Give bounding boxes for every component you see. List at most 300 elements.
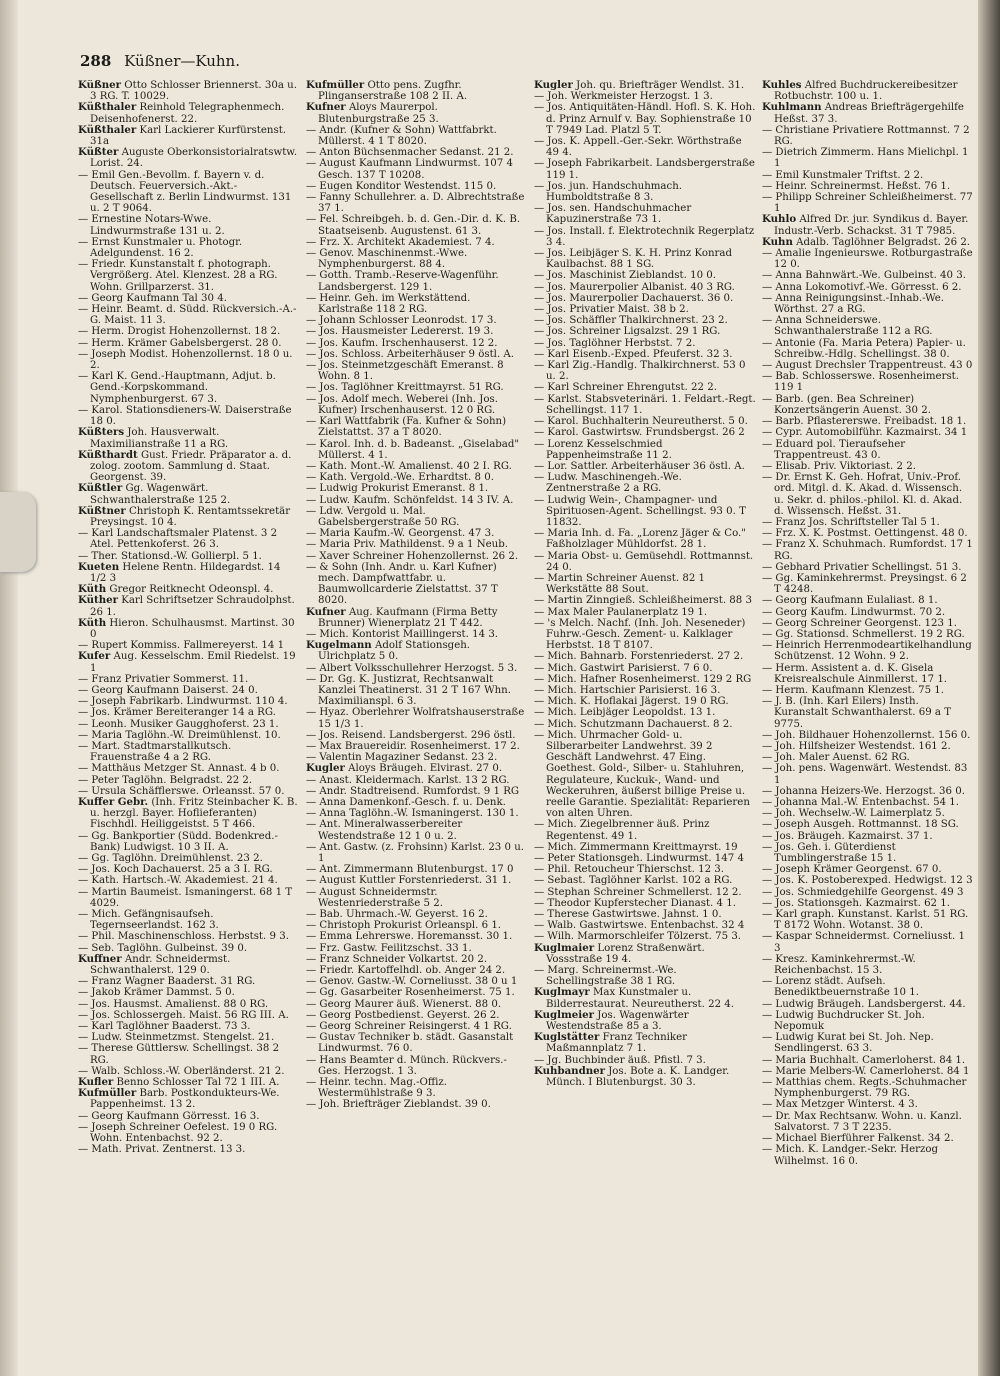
entry-text: — J. B. (Inh. Karl Eilers) Insth. Kuranstalt Schwanthalerst. 69 a T 9775. xyxy=(762,696,952,730)
entry-text: — Mich. Zimmermann Kreittmayrst. 19 xyxy=(534,841,738,853)
entry-text: — Lor. Sattler. Arbeiterhäuser 36 östl. A. xyxy=(534,460,745,472)
entry-text: — Dr. Gg. K. Justizrat, Rechtsanwalt Kanzlei Theatinerst. 31 2 T 167 Whn. Maximilianspl. 6 3. xyxy=(306,673,511,708)
directory-entry xyxy=(306,1032,528,1054)
entry-text: — Dr. Ernst K. Geh. Hofrat, Univ.-Prof. ord. Mitgl. d. K. Akad. d. Wissensch. u. Sekr. d. philos.-philol. Kl. d. Akad. d. Wissensch. Heßst. 31. xyxy=(762,472,963,517)
directory-entry xyxy=(762,1099,974,1110)
entry-text: — Therese Gastwirtswe. Jahnst. 1 0. xyxy=(534,909,722,921)
entry-text: — Franz Privatier Sommerst. 11. xyxy=(78,673,249,685)
directory-entry xyxy=(534,707,756,718)
entry-text: — Eduard pol. Tieraufseher Trappentreust. 43 0. xyxy=(762,438,906,461)
directory-entry xyxy=(306,270,528,292)
directory-entry xyxy=(78,674,300,685)
entry-text: — Emil Gen.-Bevollm. f. Bayern v. d. Deutsch. Feuerversich.-Akt.-Gesellschaft z. Berlin Lindwurmst. 131 u. 2 T 9064. xyxy=(78,169,292,215)
directory-entry xyxy=(78,685,300,696)
entry-text: — Christoph Prokurist Orleanspl. 6 1. xyxy=(306,920,502,932)
directory-entry xyxy=(306,1099,528,1110)
directory-entry xyxy=(306,472,528,483)
entry-text: — Matthäus Metzger St. Annast. 4 b 0. xyxy=(78,763,280,775)
entry-text: — Karl Wattfabrik (Fa. Kufner & Sohn) Zielstattst. 37 a T 8020. xyxy=(306,416,507,439)
directory-entry xyxy=(762,439,974,461)
entry-text: — Xaver Schreiner Hohenzollernst. 26 2. xyxy=(306,550,519,562)
directory-entry xyxy=(762,394,974,416)
entry-text: — Jos. Geh. i. Güterdienst Tumblingerstraße 15 1. xyxy=(762,841,897,865)
entry-text: Alfred Dr. jur. Syndikus d. Bayer. Industr.-Verb. Schackst. 31 T 7985. xyxy=(774,214,969,237)
directory-entry xyxy=(762,427,974,438)
entry-text: — Wilh. Marmorschleifer Tölzerst. 75 3. xyxy=(534,931,742,943)
entry-text: — Barb. Pflastererswe. Freibadst. 18 1. xyxy=(762,416,967,428)
directory-entry xyxy=(762,147,974,169)
directory-entry xyxy=(306,954,528,965)
directory-entry xyxy=(534,158,756,180)
entry-text: — Stephan Schreiner Schmellerst. 12 2. xyxy=(534,886,742,898)
entry-text: — Hyaz. Oberlehrer Wolfratshauserstraße 15 1/3 1. xyxy=(306,707,525,730)
directory-entry xyxy=(78,80,300,102)
directory-entry xyxy=(762,1111,974,1133)
entry-text: — Georg Kaufm. Lindwurmst. 70 2. xyxy=(762,606,946,618)
directory-entry xyxy=(306,987,528,998)
running-header xyxy=(80,52,240,72)
entry-text: — Jos. Maurerpolier Albanist. 40 3 RG. xyxy=(534,281,735,293)
entry-text: — Mich. Bahnarb. Forstenriederst. 27 2. xyxy=(534,651,744,663)
entry-text: — Joh. Bildhauer Hohenzollernst. 156 0. xyxy=(762,729,971,741)
entry-surname: Küßthaler xyxy=(78,123,137,136)
entry-text: — Jos. Privatier Maist. 38 b 2. xyxy=(534,304,689,316)
directory-entry xyxy=(78,293,300,304)
directory-entry xyxy=(78,797,300,831)
entry-text: — Ant. Zimmermann Blutenburgst. 17 0 xyxy=(306,864,514,876)
directory-entry xyxy=(78,875,300,886)
entry-text: — Maria Buchhalt. Camerloherst. 84 1. xyxy=(762,1054,966,1066)
entry-text: Auguste Oberkonsistorialratswtw. Lorist. 24. xyxy=(90,147,298,170)
directory-entry xyxy=(306,909,528,920)
directory-entry xyxy=(762,562,974,573)
entry-text: — Georg Schreiner Reisingerst. 4 1 RG. xyxy=(306,1021,512,1033)
entry-text: — Heinr. Beamt. d. Südd. Rückversich.-A.-G. Maist. 11 3. xyxy=(78,304,297,327)
entry-text: — Mich. Uhrmacher Gold- u. Silberarbeiter Landwehrst. 39 2 Geschäft Landwehrst. 47 Eing. Goethest. Gold-, Silber- u. Stahluhren, Regulateure, Kuckuk-, Wand- und Weckeruhren, äußerst billige Preise u. reelle Garantie. Spezialität: Reparieren von alten Uhren. xyxy=(534,729,750,820)
entry-text: — Karl Zig.-Handlg. Thalkirchnerst. 53 0 u. 2. xyxy=(534,360,746,383)
directory-entry xyxy=(78,909,300,931)
directory-entry xyxy=(534,203,756,225)
directory-entry xyxy=(534,136,756,158)
entry-text: — Georg Kaufmann Tal 30 4. xyxy=(78,292,227,304)
entry-text: — Genov. Maschinenmst.-Wwe. Nymphenburgerst. 88 4. xyxy=(306,248,468,271)
entry-text: — 's Melch. Nachf. (Inh. Joh. Neseneder) Fuhrw.-Gesch. Zement- u. Kalklager Herbstst. 18 T 8107. xyxy=(534,617,746,652)
directory-entry xyxy=(534,315,756,326)
entry-text: — Max Brauereidir. Rosenheimerst. 17 2. xyxy=(306,740,520,752)
entry-text: Otto pens. Zugfhr. Plinganserstraße 108 2 II. A. xyxy=(318,80,468,103)
directory-entry xyxy=(78,528,300,550)
entry-text: — Ursula Schäfflerswe. Orleansst. 57 0. xyxy=(78,785,285,797)
entry-text: — Andr. (Kufner & Sohn) Wattfabrkt. Müllerst. 4 1 T 8020. xyxy=(306,124,497,148)
entry-text: — August Schneidermstr. Westenriederstraße 5 2. xyxy=(306,886,443,909)
directory-entry xyxy=(78,1032,300,1043)
directory-entry xyxy=(78,405,300,427)
directory-entry xyxy=(762,607,974,618)
entry-text: — Ernst Kunstmaler u. Photogr. Adelgundenst. 16 2. xyxy=(78,236,243,260)
directory-entry xyxy=(762,181,974,192)
entry-text: — Johanna Mal.-W. Entenbachst. 54 1. xyxy=(762,797,960,808)
entry-text: — Herm. Drogist Hohenzollernst. 18 2. xyxy=(78,326,281,338)
entry-text: — Cypr. Automobilführ. Kazmairst. 34 1 xyxy=(762,427,968,439)
entry-surname: Kufer xyxy=(78,650,111,663)
directory-entry xyxy=(78,651,300,673)
directory-entry xyxy=(534,920,756,931)
directory-entry xyxy=(78,853,300,864)
entry-text: — Jos. Schmiedgehilfe Georgenst. 49 3 xyxy=(762,886,964,898)
directory-entry xyxy=(534,91,756,102)
directory-entry xyxy=(762,338,974,360)
directory-entry xyxy=(534,248,756,270)
entry-text: — Martin Schreiner Auenst. 82 1 Werkstätte 88 Sout. xyxy=(534,572,706,596)
directory-entry xyxy=(306,842,528,864)
directory-entry xyxy=(762,293,974,315)
entry-text: — Mich. Gefängnisaufseh. Tegernseerlandst. 162 3. xyxy=(78,909,219,932)
directory-entry xyxy=(306,875,528,886)
entry-text: — Frz. Gastw. Feilitzschst. 33 1. xyxy=(306,942,472,954)
directory-entry xyxy=(762,214,974,236)
entry-text: — Theodor Kupferstecher Dianast. 4 1. xyxy=(534,897,736,909)
directory-entry xyxy=(306,315,528,326)
entry-text: — Jos. Leibjäger S. K. H. Prinz Konrad Kaulbachst. 88 1 SG. xyxy=(534,248,732,271)
entry-text: — Mich. Leibjäger Leopoldst. 13 1. xyxy=(534,707,716,719)
directory-entry xyxy=(78,696,300,707)
directory-entry xyxy=(306,674,528,708)
entry-text: — Karol. Buchhalterin Neureutherst. 5 0. xyxy=(534,416,748,428)
entry-text: — Karlst. Stabsveterinäri. 1. Feldart.-Regt. Schellingst. 117 1. xyxy=(534,393,756,416)
entry-text: — Gotth. Tramb.-Reserve-Wagenführ. Landsbergerst. 129 1. xyxy=(306,270,499,293)
directory-entry xyxy=(534,416,756,427)
entry-text: Joh. Hausverwalt. Maximilianstraße 11 a RG. xyxy=(90,427,229,450)
directory-entry xyxy=(534,181,756,203)
directory-entry xyxy=(306,394,528,416)
entry-surname: Kuffner xyxy=(78,952,122,965)
entry-text: — Jos. Schäffler Thalkirchnerst. 23 2. xyxy=(534,315,728,327)
directory-entry xyxy=(534,338,756,349)
directory-entry xyxy=(762,1010,974,1032)
entry-text: — Jos. jun. Handschuhmach. Humboldtstraße 8 3. xyxy=(534,180,683,204)
directory-entry xyxy=(78,371,300,405)
entry-text: — Karol. Inh. d. b. Badeanst. „Giselabad" Müllerst. 4 1. xyxy=(306,438,520,461)
entry-text: — Jos. Reisend. Landsbergerst. 296 östl. xyxy=(306,729,516,741)
entry-text: — Joh. Werkmeister Herzogst. 1 3. xyxy=(534,91,713,103)
directory-entry xyxy=(306,338,528,349)
entry-text: — Math. Privat. Zentnerst. 13 3. xyxy=(78,1144,246,1156)
entry-text: Andr. Schneidermst. Schwanthalerst. 129 0. xyxy=(90,953,231,977)
entry-text: — Frz. X. Architekt Akademiest. 7 4. xyxy=(306,236,495,248)
entry-text: — Lorenz Kesselschmied Pappenheimstraße 11 2. xyxy=(534,438,672,461)
entry-text: — Ant. Mineralwasserbereiter Westendstraße 12 1 0 u. 2. xyxy=(306,819,463,842)
directory-entry xyxy=(78,976,300,987)
directory-entry xyxy=(534,102,756,136)
entry-text: Aug. Kesselschm. Emil Riedelst. 19 1 xyxy=(90,651,296,674)
entry-text: Reinhold Telegraphenmech. Deisenhofenerst. 22. xyxy=(90,102,285,125)
directory-entry xyxy=(306,248,528,270)
entry-text: — Matthias chem. Regts.-Schuhmacher Nymphenburgerst. 79 RG. xyxy=(762,1077,967,1100)
book-spine xyxy=(978,0,1000,1376)
entry-text: — Lorenz städt. Aufseh. Benediktbeuernstraße 10 1. xyxy=(762,976,919,999)
entry-text: — Seb. Taglöhn. Gulbeinst. 39 0. xyxy=(78,942,248,954)
entry-text: — Georg Postbedienst. Geyerst. 26 2. xyxy=(306,1009,500,1021)
directory-entry xyxy=(78,1088,300,1110)
entry-surname: Kuhn xyxy=(762,235,793,248)
entry-text: — Albert Volksschullehrer Herzogst. 5 3. xyxy=(306,662,518,674)
entry-text: — Ant. Gastw. (z. Frohsinn) Karlst. 23 0 u. 1 xyxy=(306,841,525,865)
directory-entry xyxy=(78,427,300,449)
directory-entry xyxy=(762,315,974,337)
entry-surname: Kugler xyxy=(306,762,345,775)
entry-text: — Jos. K. Appell.-Ger.-Sekr. Wörthstraße 49 4. xyxy=(534,136,742,159)
directory-entry xyxy=(306,102,528,124)
entry-text: Gust. Friedr. Präparator a. d. zolog. zootom. Sammlung d. Staat. Georgenst. 39. xyxy=(90,449,292,484)
directory-entry xyxy=(762,808,974,819)
directory-entry xyxy=(762,282,974,293)
entry-text: — Antonie (Fa. Maria Petera) Papier- u. Schreibw.-Hdlg. Schellingst. 38 0. xyxy=(762,337,966,360)
entry-text: — Mich. K. Landger.-Sekr. Herzog Wilhelmst. 16 0. xyxy=(762,1144,939,1167)
directory-entry xyxy=(762,125,974,147)
entry-text: — Maria Priv. Mathildenst. 9 a 1 Neub. xyxy=(306,539,508,551)
directory-entry xyxy=(78,349,300,371)
directory-entry xyxy=(306,551,528,562)
directory-entry xyxy=(762,1144,974,1166)
entry-surname: Kugler xyxy=(534,80,573,91)
directory-entry xyxy=(762,270,974,281)
directory-entry xyxy=(534,898,756,909)
directory-entry xyxy=(78,338,300,349)
directory-entry xyxy=(762,640,974,662)
directory-entry xyxy=(762,573,974,595)
directory-entry xyxy=(762,618,974,629)
directory-entry xyxy=(306,920,528,931)
entry-text: — Martin Zinngieß. Schleißheimerst. 88 3 xyxy=(534,595,752,607)
entry-text: Benno Schlosser Tal 72 1 III. A. xyxy=(116,1077,280,1089)
directory-entry xyxy=(534,394,756,416)
entry-text: — Jos. Schloss. Arbeiterhäuser 9 östl. A. xyxy=(306,348,515,360)
directory-column-4 xyxy=(762,80,974,1360)
entry-text: — Joseph Krämer Georgenst. 67 0. xyxy=(762,864,942,876)
directory-entry xyxy=(762,517,974,528)
entry-text: — Martin Baumeist. Ismaningerst. 68 1 T 4029. xyxy=(78,886,293,909)
entry-text: — Karl graph. Kunstanst. Karlst. 51 RG. T 8172 Wohn. Wotanst. 38 0. xyxy=(762,909,969,932)
directory-entry xyxy=(762,170,974,181)
directory-entry xyxy=(306,786,528,797)
directory-entry xyxy=(762,752,974,763)
directory-entry xyxy=(534,674,756,685)
entry-text: — Jos. sen. Handschuhmacher Kapuzinerstraße 73 1. xyxy=(534,203,692,226)
entry-text: Barb. Postkondukteurs-We. Pappenheimst. 13 2. xyxy=(90,1088,280,1111)
entry-text: Alfred Buchdruckereibesitzer Rotbuchstr. 100 u. 1. xyxy=(774,80,958,103)
entry-text: — Jos. Bräugeh. Kazmairst. 37 1. xyxy=(762,830,933,842)
directory-entry xyxy=(534,1066,756,1088)
directory-entry xyxy=(534,528,756,550)
directory-entry xyxy=(306,181,528,192)
directory-entry xyxy=(306,976,528,987)
directory-entry xyxy=(306,730,528,741)
entry-surname: Kugelmann xyxy=(306,639,372,652)
entry-text: — Jos. Hausmeister Ledererst. 19 3. xyxy=(306,326,494,338)
entry-text: — Herm. Kaufmann Klenzest. 75 1. xyxy=(762,684,945,696)
entry-surname: Küßner xyxy=(78,80,122,91)
entry-text: Aug. Kaufmann (Firma Betty Brunner) Wienerplatz 21 T 442. xyxy=(318,606,498,629)
directory-entry xyxy=(762,875,974,886)
directory-entry xyxy=(762,663,974,685)
entry-text: — Anton Büchsenmacher Sedanst. 21 2. xyxy=(306,147,514,159)
entry-text: Gg. Wagenwärt. Schwanthalerstraße 125 2. xyxy=(90,483,231,506)
entry-text: — Heinr. Schreinermst. Heßst. 76 1. xyxy=(762,180,951,192)
entry-text: — Christiane Privatiere Rottmannst. 7 2 RG. xyxy=(762,124,970,148)
directory-column-3 xyxy=(534,80,756,1360)
entry-text: — Jos. Schlossergeh. Maist. 56 RG III. A. xyxy=(78,1009,289,1021)
entry-text: Gregor Reitknecht Odeonspl. 4. xyxy=(109,584,274,596)
directory-entry xyxy=(78,450,300,484)
directory-entry xyxy=(534,730,756,820)
entry-surname: Küßters xyxy=(78,426,125,439)
entry-text: — Karol. Gastwirtsw. Frundsbergst. 26 2 xyxy=(534,427,745,439)
entry-text: — Herm. Assistent a. d. K. Gisela Kreisrealschule Ainmillerst. 17 1. xyxy=(762,662,948,685)
directory-entry xyxy=(306,562,528,607)
entry-text: — Jos. Kaufm. Irschenhauserst. 12 2. xyxy=(306,337,498,349)
directory-entry xyxy=(534,282,756,293)
directory-entry xyxy=(534,853,756,864)
directory-entry xyxy=(306,382,528,393)
directory-entry xyxy=(78,999,300,1010)
directory-entry xyxy=(534,551,756,573)
entry-text: — Jos. Koch Dachauerst. 25 a 3 I. RG. xyxy=(78,864,273,876)
entry-surname: Küßthaler xyxy=(78,101,137,114)
directory-entry xyxy=(306,775,528,786)
entry-text: — Maria Taglöhn.-W. Dreimühlenst. 10. xyxy=(78,729,281,741)
entry-text: — Kath. Vergold.-We. Erhardtst. 8 0. xyxy=(306,472,494,484)
directory-entry xyxy=(78,730,300,741)
directory-entry xyxy=(762,1133,974,1144)
entry-text: — Georg Kaufmann Görresst. 16 3. xyxy=(78,1110,260,1122)
directory-entry xyxy=(762,472,974,517)
entry-surname: Kueten xyxy=(78,560,120,573)
entry-text: — Johanna Heizers-We. Herzogst. 36 0. xyxy=(762,785,965,797)
entry-text: — Ludw. Steinmetzmst. Stengelst. 21. xyxy=(78,1032,275,1044)
entry-text: — Hans Beamter d. Münch. Rückvers.-Ges. Herzogst. 1 3. xyxy=(306,1054,507,1077)
entry-text: — Karl K. Gend.-Hauptmann, Adjut. b. Gend.-Korpskommand. Nymphenburgerst. 67 3. xyxy=(78,371,276,405)
entry-text: — Jos. Antiquitäten-Händl. Hofl. S. K. Hoh. d. Prinz Arnulf v. Bay. Sophienstraße 10 T 7949 Lad. Platzl 5 T. xyxy=(534,102,756,136)
directory-entry xyxy=(78,931,300,942)
directory-entry xyxy=(78,1144,300,1155)
entry-text: — Gg. Gasarbeiter Rosenheimerst. 75 1. xyxy=(306,987,515,999)
entry-text: — Karl Schreiner Ehrengutst. 22 2. xyxy=(534,382,717,394)
directory-entry xyxy=(78,741,300,763)
entry-text: — Joseph Modist. Hohenzollernst. 18 0 u. 2. xyxy=(78,348,293,372)
entry-text: — Karl Landschaftsmaler Platenst. 3 2 Atel. Pettenkoferst. 26 3. xyxy=(78,528,278,551)
directory-entry xyxy=(306,80,528,102)
directory-entry xyxy=(534,270,756,281)
entry-text: Adalb. Taglöhner Belgradst. 26 2. xyxy=(796,236,971,248)
entry-text: — Mich. K. Hoflakai Jägerst. 19 0 RG. xyxy=(534,696,729,708)
directory-entry xyxy=(534,573,756,595)
entry-text: — Max Metzger Winterst. 4 3. xyxy=(762,1099,918,1111)
entry-text: — Heinrich Herrenmodeartikelhandlung Schützenst. 12 Wohn. 9 2. xyxy=(762,640,972,663)
directory-entry xyxy=(534,1032,756,1054)
directory-entry xyxy=(762,831,974,842)
entry-text: — Marie Melbers-W. Camerloherst. 84 1 xyxy=(762,1065,970,1077)
entry-text: — Georg Maurer äuß. Wienerst. 88 0. xyxy=(306,998,502,1010)
entry-text: Otto Schlosser Briennerst. 30a u. 3 RG. T. 10029. xyxy=(90,80,297,103)
entry-text: Adolf Stationsgeh. Ulrichplatz 5 0. xyxy=(318,640,471,663)
directory-entry xyxy=(306,237,528,248)
entry-text: — Valentin Magaziner Sedanst. 23 2. xyxy=(306,752,498,764)
directory-entry xyxy=(306,483,528,494)
directory-entry xyxy=(762,685,974,696)
directory-entry xyxy=(306,1077,528,1099)
entry-text: — Jg. Buchbinder äuß. Pfistl. 7 3. xyxy=(534,1054,706,1066)
entry-text: — Anna Taglöhn.-W. Ismaningerst. 130 1. xyxy=(306,808,519,820)
directory-entry xyxy=(534,382,756,393)
directory-entry xyxy=(762,842,974,864)
directory-entry xyxy=(78,237,300,259)
entry-text: — Kath. Hartsch.-W. Akademiest. 21 4. xyxy=(78,875,278,887)
directory-entry xyxy=(306,1010,528,1021)
entry-text: — Maria Obst- u. Gemüsehdl. Rottmannst. 24 0. xyxy=(534,550,754,573)
directory-entry xyxy=(306,192,528,214)
directory-entry xyxy=(78,887,300,909)
entry-surname: Kuffer Gebr. xyxy=(78,796,149,808)
directory-entry xyxy=(534,439,756,461)
entry-surname: Kuhles xyxy=(762,80,802,91)
entry-text: — Ludwig Prokurist Emeranst. 8 1. xyxy=(306,483,489,495)
entry-text: — Peter Taglöhn. Belgradst. 22 2. xyxy=(78,774,253,786)
directory-entry xyxy=(762,954,974,976)
directory-entry xyxy=(762,80,974,102)
entry-text: — Kaspar Schneidermst. Corneliusst. 1 3 xyxy=(762,931,965,954)
directory-entry xyxy=(306,999,528,1010)
directory-entry xyxy=(306,293,528,315)
entry-text: — Franz X. Schuhmach. Rumfordst. 17 1 RG. xyxy=(762,539,973,562)
entry-text: — Fel. Schreibgeh. b. d. Gen.-Dir. d. K. B. Staatseisenb. Augustenst. 61 3. xyxy=(306,214,521,237)
directory-entry xyxy=(534,461,756,472)
directory-entry xyxy=(762,1077,974,1099)
entry-text: — Sebast. Taglöhner Karlst. 102 a RG. xyxy=(534,875,733,887)
directory-entry xyxy=(534,696,756,707)
entry-text: Aloys Bräugeh. Elvirast. 27 0. xyxy=(348,763,503,775)
directory-entry xyxy=(534,427,756,438)
entry-text: Jos. Bote a. K. Landger. Münch. I Blutenburgst. 30 3. xyxy=(546,1065,730,1089)
entry-text: — Mich. Ziegelbrenner äuß. Prinz Regentenst. 49 1. xyxy=(534,819,710,842)
entry-text: — Franz Schneider Volkartst. 20 2. xyxy=(306,953,488,965)
directory-entry xyxy=(762,237,974,248)
directory-entry xyxy=(534,360,756,382)
entry-text: — Barb. (gen. Bea Schreiner) Konzertsängerin Auenst. 30 2. xyxy=(762,393,931,416)
directory-entry xyxy=(534,987,756,1009)
directory-entry xyxy=(306,663,528,674)
directory-entry xyxy=(78,707,300,718)
directory-entry xyxy=(306,349,528,360)
directory-entry xyxy=(78,640,300,651)
entry-text: — Ludwig Bräugeh. Landsbergerst. 44. xyxy=(762,998,966,1010)
directory-entry xyxy=(306,819,528,841)
entry-surname: Kuhlo xyxy=(762,213,797,226)
directory-entry xyxy=(306,326,528,337)
entry-surname: Küßtler xyxy=(78,482,123,495)
directory-entry xyxy=(762,898,974,909)
entry-surname: Kuglmeier xyxy=(534,1008,595,1021)
directory-entry xyxy=(306,1021,528,1032)
entry-text: Helene Rentn. Hildegardst. 14 1/2 3 xyxy=(90,561,281,584)
entry-text: — Jos. Schreiner Ligsalzst. 29 1 RG. xyxy=(534,326,721,338)
entry-text: Jos. Wagenwärter Westendstraße 85 a 3. xyxy=(546,1009,689,1033)
entry-surname: Küßter xyxy=(78,146,119,159)
directory-entry xyxy=(762,461,974,472)
entry-text: — Jos. Maurerpolier Dachauerst. 36 0. xyxy=(534,292,734,304)
entry-text: — Rupert Kommiss. Fallmereyerst. 14 1 xyxy=(78,640,285,652)
entry-text: — Georg Kaufmann Eulaliast. 8 1. xyxy=(762,595,938,607)
entry-text: — Ernestine Notars-Wwe. Lindwurmstraße 131 u. 2. xyxy=(78,214,225,237)
